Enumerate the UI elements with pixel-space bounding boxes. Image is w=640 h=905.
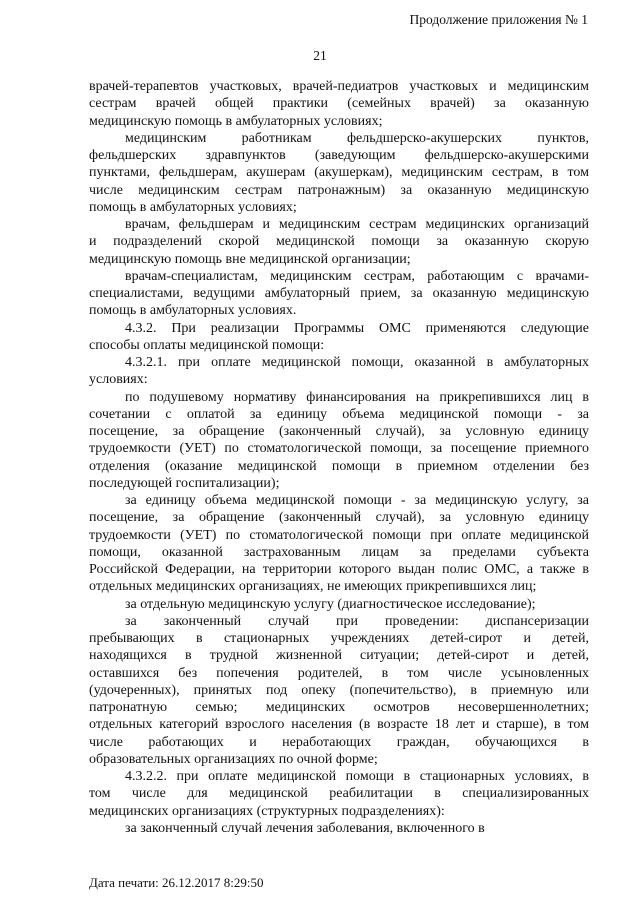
print-date: Дата печати: 26.12.2017 8:29:50 (89, 875, 264, 890)
text-line: отделения (оказание медицинской помощи в приемном отделении без (89, 458, 589, 474)
text-line: за законченный случай лечения заболевания, включенного в (125, 820, 485, 836)
text-line: патронатную семью; медицинских осмотров несовершеннолетних; (89, 700, 589, 715)
text-line: отдельных категорий взрослого населения (в возрасте 18 лет и старше), в том (89, 717, 589, 733)
text-line: врачам-специалистам, медицинским сестрам, работающим с врачами- (125, 268, 589, 284)
page-number: 21 (313, 48, 327, 63)
text-line: и подразделений скорой медицинской помощи за оказанную скорую (89, 234, 589, 250)
paragraph (89, 354, 589, 389)
paragraph (89, 130, 589, 216)
text-line: сестрам врачей общей практики (семейных врачей) за оказанную (89, 96, 589, 112)
text-line: специалистами, ведущими амбулаторный прием, за оказанную медицинскую (89, 286, 589, 301)
text-line: Российской Федерации, на территории которого выдан полис ОМС, а также в (89, 562, 589, 577)
text-line: находящихся в трудной жизненной ситуации; детей-сирот и детей, (89, 648, 589, 664)
text-line: посещение, за обращение (законченный случай), за условную единицу (89, 424, 589, 439)
paragraph (89, 768, 589, 820)
text-line: за отдельную медицинскую услугу (диагностическое исследование); (125, 596, 536, 612)
text-line: 4.3.2.2. при оплате медицинской помощи в стационарных условиях, в (125, 769, 589, 784)
text-line: по подушевому нормативу финансирования на прикрепившихся лиц в (125, 389, 589, 405)
text-line: фельдшерских здравпунктов (заведующим фельдшерско-акушерскими (89, 148, 589, 163)
text-line: за законченный случай при проведении: диспансеризации (125, 613, 589, 629)
paragraph (89, 389, 589, 493)
text-line: медицинским работникам фельдшерско-акушерских пунктов, (125, 130, 589, 146)
text-line: условиях: (89, 372, 148, 388)
text-line: врачей-терапевтов участковых, врачей-педиатров участковых и медицинским (89, 79, 589, 94)
text-line: образовательных организациях по очной форме; (89, 751, 378, 767)
text-line: пребывающих в стационарных учреждениях детей-сирот и детей, (89, 631, 589, 646)
text-line: помощи, оказанной застрахованным лицам за пределами субъекта (89, 544, 589, 560)
text-line: отдельных медицинских организациях, не имеющих прикрепившихся лиц; (89, 579, 537, 595)
text-line: оставшихся без попечения родителей, в том числе усыновленных (89, 665, 589, 681)
text-line: помощь в амбулаторных условиях; (89, 199, 297, 215)
text-line: 4.3.2. При реализации Программы ОМС применяются следующие (125, 320, 589, 336)
text-line: врачам, фельдшерам и медицинским сестрам медицинских организаций (125, 217, 589, 232)
text-line: числе медицинским сестрам патронажным) за оказанную медицинскую (89, 182, 589, 198)
document-body (89, 78, 589, 837)
text-line: 4.3.2.1. при оплате медицинской помощи, оказанной в амбулаторных (125, 355, 589, 370)
text-line: пунктами, фельдшерам, акушерам (акушеркам), медицинским сестрам, в том (89, 165, 589, 181)
text-line: помощь в амбулаторных условиях. (89, 303, 297, 319)
text-line: числе работающих и неработающих граждан, обучающихся в (89, 734, 589, 750)
text-line: медицинских организациях (структурных подразделениях): (89, 803, 445, 819)
paragraph (89, 613, 589, 768)
paragraph (89, 216, 589, 268)
paragraph (89, 268, 589, 320)
text-line: медицинскую помощь в амбулаторных условиях; (89, 113, 383, 129)
paragraph (89, 596, 589, 613)
appendix-continuation-note: Продолжение приложения № 1 (409, 12, 588, 27)
text-line: способы оплаты медицинской помощи: (89, 337, 325, 353)
text-line: медицинскую помощь вне медицинской организации; (89, 251, 411, 267)
text-line: том числе для медицинской реабилитации в специализированных (89, 786, 589, 802)
text-line: посещение, за обращение (законченный случай), за условную единицу (89, 510, 589, 526)
paragraph (89, 78, 589, 130)
paragraph (89, 320, 589, 355)
text-line: последующей госпитализации); (89, 475, 280, 491)
text-line: сочетании с оплатой за единицу объема медицинской помощи - за (89, 406, 589, 422)
paragraph (89, 492, 589, 596)
text-line: трудоемкости (УЕТ) по стоматологической помощи при оплате медицинской (89, 527, 589, 543)
paragraph (89, 820, 589, 837)
text-line: (удочеренных), принятых под опеку (попечительство), в приемную или (89, 682, 589, 698)
text-line: трудоемкости (УЕТ) по стоматологической помощи, за посещение приемного (89, 441, 589, 457)
text-line: за единицу объема медицинской помощи - за медицинскую услугу, за (125, 493, 589, 508)
